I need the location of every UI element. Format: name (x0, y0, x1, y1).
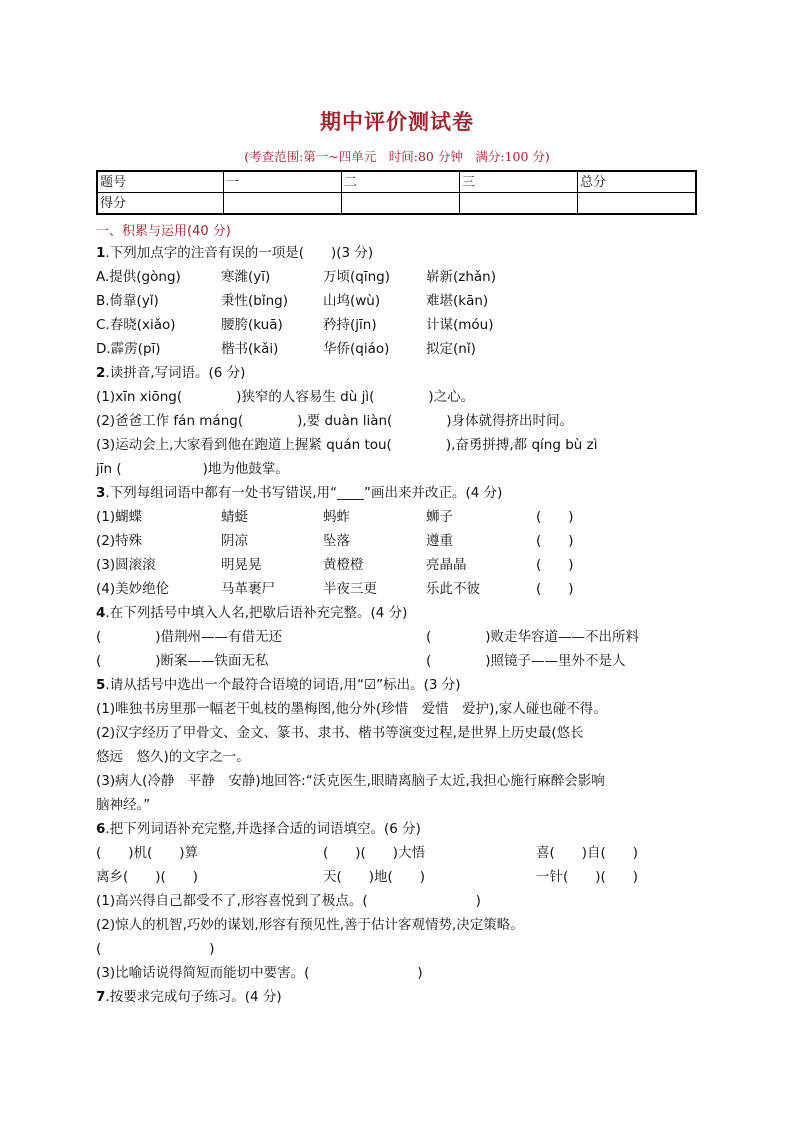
q5-line: 脑神经。” (96, 797, 151, 813)
q2-line: jīn ( )地为他鼓掌。 (96, 461, 289, 477)
question-4-stem: 4.在下列括号中填入人名,把歇后语补充完整。(4 分) (96, 605, 408, 621)
q5-line: 悠远 悠久)的文字之一。 (96, 749, 250, 765)
table-cell: 题号 (97, 171, 224, 193)
score-input-cell[interactable] (460, 193, 578, 215)
q5-line: (2)汉字经历了甲骨文、金文、篆书、隶书、楷书等演变过程,是世界上历史最(悠长 (96, 725, 584, 741)
table-row (97, 193, 696, 215)
score-input-cell[interactable] (342, 193, 460, 215)
question-5-stem: 5.请从括号中选出一个最符合语境的词语,用“☑”标出。(3 分) (96, 677, 461, 693)
table-cell: 得分 (97, 193, 224, 215)
table-cell: 总分 (578, 171, 697, 193)
score-table (96, 170, 697, 215)
question-6-stem: 6.把下列词语补充完整,并选择合适的词语填空。(6 分) (96, 821, 421, 837)
question-3-stem: 3.下列每组词语中都有一处书写错误,用“____”画出来并改正。(4 分) (96, 485, 503, 501)
question-7-stem: 7.按要求完成句子练习。(4 分) (96, 989, 282, 1005)
section-heading: 一、积累与运用(40 分) (96, 224, 231, 239)
score-input-cell[interactable] (224, 193, 342, 215)
table-cell: 三 (460, 171, 578, 193)
q5-line: (3)病人(冷静 平静 安静)地回答:“沃克医生,眼睛离脑子太近,我担心施行麻醉会影响 (96, 773, 605, 789)
table-row (97, 171, 696, 193)
q2-line: (2)爸爸工作 fán máng( ),要 duàn liàn( )身体就得挤出时间。 (96, 413, 574, 429)
table-cell: 一 (224, 171, 342, 193)
q6-line: (2)惊人的机智,巧妙的谋划,形容有预见性,善于估计客观情势,决定策略。 (96, 917, 524, 933)
exam-scope-subtitle: (考查范围:第一~四单元 时间:80 分钟 满分:100 分) (244, 149, 550, 164)
q2-line: (1)xīn xiōng( )狭窄的人容易生 dù jì( )之心。 (96, 389, 475, 405)
exam-page: 期中评价测试卷 (考查范围:第一~四单元 时间:80 分钟 满分:100 分) 题号 一 二 三 总分 得分 一、积累与运用(40 分) 1.下列加点字的注音有误的一项是( )(3 分) A.提供(gòng) 寒潍(yī) 万顷(qīng) 崭新(zhǎn) B.倚靠(yǐ) 秉性(bǐng) 山坞(wù) 难堪(kān) C.春晓(xiǎo) 腰胯(kuā) 矜持(jīn) 计谋(móu) D.霹雳(pī) 楷书(kǎi) 华侨(qiáo) 拟定(nǐ) 2.读拼音,写词语。(6 分) (1)xīn xiōng( )狭窄的人容易生 dù jì( )之心。 (2)爸爸工作 fán máng( ),要 duàn liàn( )身体就得挤出时间。 (3)运动会上,大家看到他在跑道上握紧 quán tou( ),奋勇拼搏,都 qíng bù zì jīn ( )地为他鼓掌。 3.下列每组词语中都有一处书写错误,用“____”画出来并改正。(4 分) (1)蝴蝶 蜻蜓 蚂蚱 蛳子 ( ) (2)特殊 阴凉 坠落 遵重 ( ) (3)圆滚滚 明晃晃 黄橙橙 亮晶晶 ( ) (4)美妙绝伦 马革裹尸 半夜三更 乐此不彼 ( ) 4.在下列括号中填入人名,把歇后语补充完整。(4 分) ( )借荆州——有借无还 ( )败走华容道——不出所料 ( )断案——铁面无私 ( )照镜子——里外不是人 5.请从括号中选出一个最符合语境的词语,用“☑”标出。(3 分) (1)唯独书房里那一幅老干虬枝的墨梅图,他分外(珍惜 爱惜 爱护),家人碰也碰不得。 (2)汉字经历了甲骨文、金文、篆书、隶书、楷书等演变过程,是世界上历史最(悠长 悠远 悠久)的文字之一。 (3)病人(冷静 平静 安静)地回答:“沃克医生,眼睛离脑子太近,我担心施行麻醉会影响 脑神经。” 6.把下列词语补充完整,并选择合适的词语填空。(6 分) ( )机( )算 ( )( )大悟 喜( )自( ) 离乡( )( ) 天( )地( ) 一针( )( ) (1)高兴得自己都受不了,形容喜悦到了极点。( ) (2)惊人的机智,巧妙的谋划,形容有预见性,善于估计客观情势,决定策略。 ( ) (3)比喻话说得简短而能切中要害。( ) 7.按要求完成句子练习。(4 分) (0, 0, 794, 1123)
q6-line: (1)高兴得自己都受不了,形容喜悦到了极点。( ) (96, 893, 481, 909)
q2-line: (3)运动会上,大家看到他在跑道上握紧 quán tou( ),奋勇拼搏,都 qíng bù zì (96, 437, 598, 453)
page-title: 期中评价测试卷 (320, 109, 474, 134)
score-input-cell[interactable] (578, 193, 697, 215)
question-2-stem: 2.读拼音,写词语。(6 分) (96, 365, 246, 381)
q5-line: (1)唯独书房里那一幅老干虬枝的墨梅图,他分外(珍惜 爱惜 爱护),家人碰也碰不得。 (96, 701, 607, 717)
q6-line: ( ) (96, 941, 215, 957)
q6-line: (3)比喻话说得简短而能切中要害。( ) (96, 965, 423, 981)
table-cell: 二 (342, 171, 460, 193)
question-1-stem: 1.下列加点字的注音有误的一项是( )(3 分) (96, 245, 374, 261)
